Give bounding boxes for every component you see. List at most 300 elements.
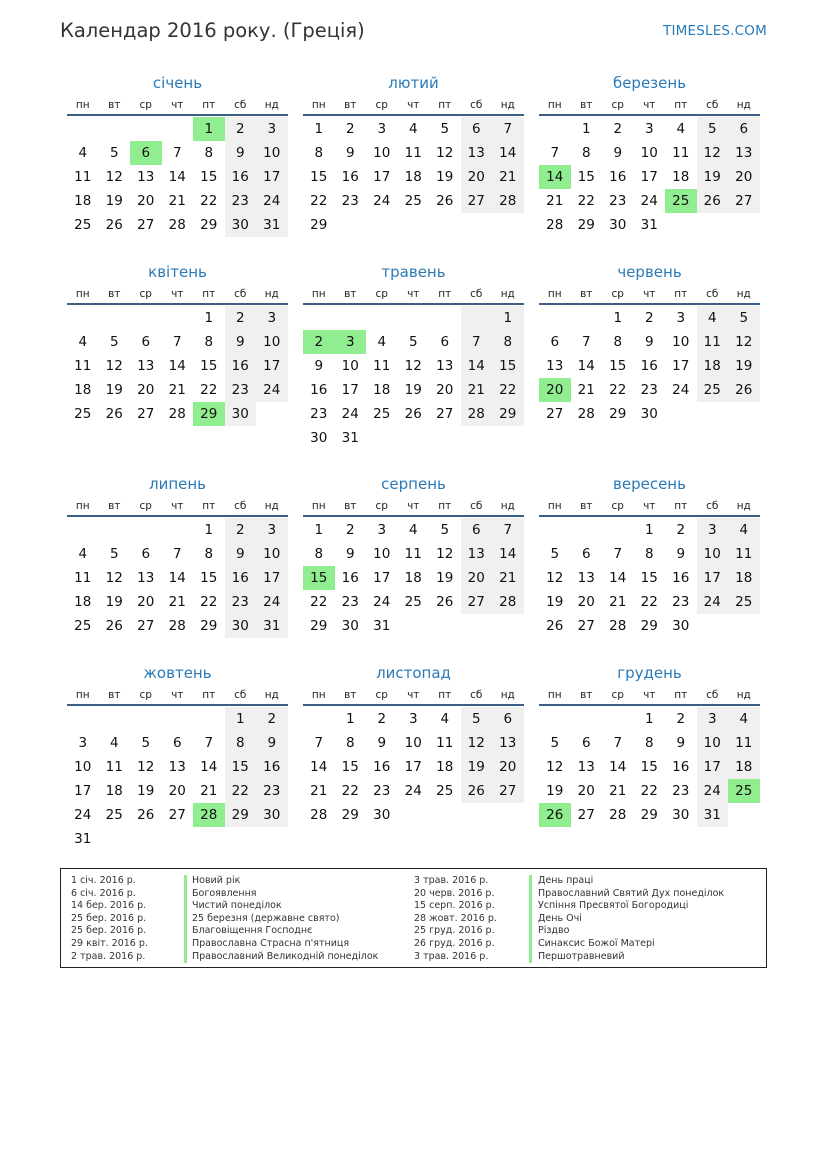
day-cell: 23 (341, 593, 359, 610)
day-cell: 4 (78, 144, 88, 161)
day-cell: 15 (200, 168, 218, 185)
weekday-label: вт (108, 99, 121, 111)
day-cell: 26 (105, 216, 123, 233)
legend-date: 29 квіт. 2016 р. (71, 937, 148, 949)
month-block (539, 471, 760, 638)
day-cell: 11 (672, 144, 690, 161)
day-cell: 19 (105, 593, 123, 610)
day-cell: 27 (728, 189, 760, 213)
day-cell: 4 (408, 521, 418, 538)
day-cell: 7 (172, 144, 182, 161)
day-cell: 8 (314, 144, 324, 161)
day-grid (303, 707, 524, 827)
day-cell: 9 (613, 144, 623, 161)
weekday-label: чт (643, 288, 656, 300)
weekday-header (539, 285, 760, 303)
empty-day-cell (130, 518, 162, 542)
month-block (539, 70, 760, 237)
day-cell: 28 (461, 402, 493, 426)
day-cell: 20 (492, 755, 524, 779)
day-cell: 1 (204, 521, 214, 538)
day-cell: 9 (377, 734, 387, 751)
weekday-label: сб (706, 288, 719, 300)
weekday-label: чт (407, 288, 420, 300)
day-cell: 17 (74, 782, 92, 799)
empty-day-cell (67, 117, 99, 141)
day-cell: 20 (137, 192, 155, 209)
month-block (303, 471, 524, 638)
day-cell: 12 (436, 144, 454, 161)
empty-day-cell (398, 306, 430, 330)
weekday-header (67, 285, 288, 303)
holiday-legend (60, 868, 767, 968)
day-cell: 1 (314, 521, 324, 538)
day-cell: 21 (546, 192, 564, 209)
day-cell: 13 (436, 357, 454, 374)
day-cell: 7 (492, 117, 524, 141)
day-cell: 18 (404, 168, 422, 185)
day-cell: 13 (137, 569, 155, 586)
day-cell: 5 (408, 333, 418, 350)
day-cell: 20 (137, 593, 155, 610)
legend-date: 25 бер. 2016 р. (71, 925, 147, 937)
month-block (303, 70, 524, 237)
weekday-label: пт (202, 99, 216, 111)
day-cell: 22 (225, 779, 257, 803)
day-cell: 18 (436, 758, 454, 775)
day-cell: 5 (109, 144, 119, 161)
day-cell: 24 (404, 782, 422, 799)
weekday-label: пн (311, 500, 326, 512)
day-cell: 5 (141, 734, 151, 751)
weekday-label: вт (344, 99, 357, 111)
day-cell: 7 (550, 144, 560, 161)
holiday-day-cell: 3 (335, 330, 367, 354)
weekday-label: вт (108, 689, 121, 701)
weekday-label: сб (234, 500, 247, 512)
day-cell: 7 (314, 734, 324, 751)
day-cell: 18 (697, 354, 729, 378)
empty-day-cell (162, 306, 194, 330)
weekday-label: пн (547, 500, 562, 512)
day-cell: 17 (697, 755, 729, 779)
day-cell: 28 (577, 405, 595, 422)
day-cell: 29 (310, 617, 328, 634)
day-cell: 17 (697, 566, 729, 590)
day-cell: 21 (200, 782, 218, 799)
day-cell: 14 (577, 357, 595, 374)
day-cell: 23 (609, 192, 627, 209)
day-cell: 22 (640, 782, 658, 799)
day-cell: 2 (345, 120, 355, 137)
day-cell: 25 (74, 216, 92, 233)
day-cell: 25 (436, 782, 454, 799)
day-cell: 10 (256, 141, 288, 165)
empty-day-cell (366, 306, 398, 330)
month-block (67, 259, 288, 426)
day-cell: 30 (225, 402, 257, 426)
header-divider (67, 303, 288, 305)
header-divider (539, 114, 760, 116)
day-cell: 24 (640, 192, 658, 209)
day-cell: 10 (74, 758, 92, 775)
day-cell: 2 (613, 120, 623, 137)
day-cell: 7 (613, 545, 623, 562)
day-cell: 7 (172, 545, 182, 562)
day-cell: 25 (728, 590, 760, 614)
day-cell: 10 (697, 731, 729, 755)
day-cell: 24 (697, 779, 729, 803)
day-cell: 2 (225, 518, 257, 542)
empty-day-cell (67, 306, 99, 330)
day-cell: 30 (640, 405, 658, 422)
day-cell: 9 (676, 545, 686, 562)
weekday-label: сб (706, 689, 719, 701)
weekday-header (539, 686, 760, 704)
weekday-label: пн (75, 288, 90, 300)
weekday-label: ср (611, 500, 624, 512)
weekday-label: ср (139, 99, 152, 111)
legend-holiday-name: Першотравневий (538, 950, 625, 962)
day-cell: 14 (200, 758, 218, 775)
day-cell: 3 (644, 120, 654, 137)
day-cell: 30 (225, 213, 257, 237)
weekday-label: пн (547, 99, 562, 111)
day-cell: 26 (404, 405, 422, 422)
day-cell: 27 (492, 779, 524, 803)
day-cell: 15 (310, 168, 328, 185)
day-cell: 27 (436, 405, 454, 422)
day-cell: 9 (225, 542, 257, 566)
weekday-label: нд (736, 288, 751, 300)
day-grid (67, 117, 288, 237)
empty-day-cell (571, 707, 603, 731)
day-cell: 1 (644, 521, 654, 538)
day-cell: 27 (577, 806, 595, 823)
header-divider (539, 303, 760, 305)
day-cell: 29 (577, 216, 595, 233)
day-cell: 3 (256, 306, 288, 330)
header-divider (67, 114, 288, 116)
day-cell: 29 (640, 617, 658, 634)
day-cell: 14 (168, 168, 186, 185)
day-cell: 21 (492, 165, 524, 189)
day-cell: 30 (609, 216, 627, 233)
day-cell: 6 (581, 545, 591, 562)
day-cell: 4 (440, 710, 450, 727)
day-cell: 11 (436, 734, 454, 751)
day-cell: 10 (373, 545, 391, 562)
legend-date: 3 трав. 2016 р. (414, 875, 489, 886)
day-cell: 19 (404, 381, 422, 398)
day-cell: 21 (168, 381, 186, 398)
holiday-day-cell: 28 (193, 803, 225, 827)
day-cell: 24 (341, 405, 359, 422)
day-cell: 27 (577, 617, 595, 634)
empty-day-cell (67, 707, 99, 731)
day-cell: 17 (404, 758, 422, 775)
day-cell: 12 (137, 758, 155, 775)
day-cell: 27 (546, 405, 564, 422)
month-block (67, 70, 288, 237)
legend-holiday-name: Православна Страсна п'ятниця (192, 937, 350, 949)
empty-day-cell (539, 707, 571, 731)
month-name: грудень (617, 664, 682, 682)
day-cell: 23 (373, 782, 391, 799)
weekday-label: вт (580, 500, 593, 512)
day-cell: 20 (168, 782, 186, 799)
day-cell: 12 (105, 569, 123, 586)
day-cell: 6 (141, 545, 151, 562)
day-cell: 23 (640, 381, 658, 398)
day-cell: 3 (78, 734, 88, 751)
day-cell: 10 (341, 357, 359, 374)
weekday-header (303, 96, 524, 114)
day-cell: 4 (408, 120, 418, 137)
month-name: жовтень (143, 664, 212, 682)
day-cell: 23 (341, 192, 359, 209)
header-divider (539, 515, 760, 517)
weekday-header (303, 497, 524, 515)
weekday-label: нд (264, 500, 279, 512)
day-cell: 16 (256, 755, 288, 779)
weekday-header (67, 497, 288, 515)
weekday-label: ср (139, 500, 152, 512)
day-cell: 28 (168, 216, 186, 233)
day-cell: 17 (672, 357, 690, 374)
holiday-day-cell: 6 (130, 141, 162, 165)
month-name: червень (617, 263, 682, 281)
weekday-label: ср (375, 500, 388, 512)
weekday-label: пн (311, 288, 326, 300)
weekday-label: пн (75, 99, 90, 111)
holiday-day-cell: 26 (539, 803, 571, 827)
empty-day-cell (99, 518, 131, 542)
month-name: листопад (376, 664, 451, 682)
day-cell: 26 (105, 405, 123, 422)
day-cell: 14 (609, 758, 627, 775)
day-cell: 13 (137, 357, 155, 374)
day-cell: 8 (204, 545, 214, 562)
site-link[interactable]: TIMESLES.COM (663, 23, 767, 39)
weekday-label: вт (108, 288, 121, 300)
day-cell: 3 (408, 710, 418, 727)
day-cell: 5 (728, 306, 760, 330)
day-cell: 3 (697, 707, 729, 731)
header-divider (303, 515, 524, 517)
weekday-label: чт (407, 500, 420, 512)
weekday-label: пн (547, 689, 562, 701)
day-cell: 11 (74, 168, 92, 185)
day-cell: 15 (225, 755, 257, 779)
month-name: березень (612, 74, 687, 92)
day-cell: 24 (256, 378, 288, 402)
empty-day-cell (130, 117, 162, 141)
day-cell: 31 (256, 614, 288, 638)
day-cell: 22 (310, 192, 328, 209)
legend-date: 15 серп. 2016 р. (414, 900, 495, 912)
day-cell: 31 (74, 830, 92, 847)
day-cell: 22 (200, 593, 218, 610)
empty-day-cell (162, 707, 194, 731)
weekday-label: пн (75, 500, 90, 512)
legend-holiday-name: Синаксис Божої Матері (538, 937, 655, 949)
day-cell: 13 (461, 542, 493, 566)
legend-date: 25 груд. 2016 р. (414, 925, 495, 937)
day-cell: 18 (728, 755, 760, 779)
weekday-label: пт (438, 288, 452, 300)
day-cell: 3 (676, 309, 686, 326)
day-cell: 6 (728, 117, 760, 141)
day-cell: 31 (341, 429, 359, 446)
day-cell: 28 (546, 216, 564, 233)
empty-day-cell (461, 306, 493, 330)
day-cell: 12 (461, 731, 493, 755)
weekday-label: ср (139, 288, 152, 300)
day-cell: 16 (373, 758, 391, 775)
weekday-label: сб (234, 99, 247, 111)
day-cell: 8 (613, 333, 623, 350)
day-cell: 12 (436, 545, 454, 562)
day-cell: 19 (105, 381, 123, 398)
day-grid (303, 518, 524, 638)
day-cell: 17 (256, 354, 288, 378)
day-cell: 30 (373, 806, 391, 823)
day-grid (303, 306, 524, 450)
day-cell: 6 (172, 734, 182, 751)
holiday-day-cell: 29 (193, 402, 225, 426)
weekday-label: вт (580, 689, 593, 701)
day-cell: 28 (310, 806, 328, 823)
day-cell: 27 (461, 590, 493, 614)
legend-date: 25 бер. 2016 р. (71, 912, 147, 924)
weekday-label: нд (736, 99, 751, 111)
legend-marker-left (184, 875, 187, 963)
day-cell: 7 (172, 333, 182, 350)
legend-date: 1 січ. 2016 р. (71, 875, 136, 886)
month-name: квітень (148, 263, 207, 281)
day-cell: 20 (461, 566, 493, 590)
day-cell: 9 (345, 545, 355, 562)
day-cell: 1 (225, 707, 257, 731)
day-cell: 16 (672, 758, 690, 775)
day-cell: 11 (404, 144, 422, 161)
day-cell: 10 (256, 330, 288, 354)
day-cell: 29 (609, 405, 627, 422)
day-cell: 26 (546, 617, 564, 634)
header-divider (67, 515, 288, 517)
month-name: липень (148, 475, 207, 493)
weekday-label: ср (375, 99, 388, 111)
weekday-label: пт (674, 288, 688, 300)
weekday-label: сб (234, 689, 247, 701)
day-cell: 21 (168, 192, 186, 209)
weekday-label: нд (264, 99, 279, 111)
empty-day-cell (539, 117, 571, 141)
day-cell: 1 (345, 710, 355, 727)
weekday-label: ср (139, 689, 152, 701)
day-cell: 27 (168, 806, 186, 823)
day-cell: 12 (404, 357, 422, 374)
weekday-label: вт (344, 500, 357, 512)
weekday-label: чт (171, 99, 184, 111)
weekday-label: пт (674, 99, 688, 111)
month-block (539, 259, 760, 426)
day-cell: 20 (577, 782, 595, 799)
day-cell: 19 (697, 165, 729, 189)
day-cell: 5 (461, 707, 493, 731)
header-divider (539, 704, 760, 706)
day-grid (539, 117, 760, 237)
weekday-label: сб (470, 288, 483, 300)
day-cell: 23 (672, 782, 690, 799)
day-cell: 5 (109, 545, 119, 562)
day-cell: 21 (577, 381, 595, 398)
weekday-label: ср (375, 288, 388, 300)
weekday-label: ср (375, 689, 388, 701)
day-cell: 27 (137, 216, 155, 233)
day-cell: 10 (373, 144, 391, 161)
day-cell: 11 (105, 758, 123, 775)
day-cell: 14 (492, 542, 524, 566)
day-cell: 29 (225, 803, 257, 827)
day-cell: 27 (137, 617, 155, 634)
day-cell: 5 (440, 521, 450, 538)
day-cell: 18 (404, 569, 422, 586)
weekday-label: нд (264, 288, 279, 300)
weekday-label: пт (202, 288, 216, 300)
header-divider (303, 114, 524, 116)
legend-date: 2 трав. 2016 р. (71, 950, 146, 962)
legend-holiday-name: Православний Святий Дух понеділок (538, 887, 725, 899)
day-cell: 26 (105, 617, 123, 634)
day-cell: 13 (492, 731, 524, 755)
day-cell: 28 (168, 405, 186, 422)
day-cell: 10 (404, 734, 422, 751)
day-cell: 30 (672, 617, 690, 634)
empty-day-cell (99, 117, 131, 141)
day-cell: 16 (341, 569, 359, 586)
day-cell: 5 (550, 545, 560, 562)
day-cell: 20 (461, 165, 493, 189)
day-cell: 8 (492, 330, 524, 354)
weekday-label: сб (470, 500, 483, 512)
empty-day-cell (539, 518, 571, 542)
day-cell: 2 (676, 710, 686, 727)
day-cell: 19 (137, 782, 155, 799)
empty-day-cell (67, 518, 99, 542)
day-cell: 7 (204, 734, 214, 751)
day-cell: 18 (74, 381, 92, 398)
day-cell: 1 (644, 710, 654, 727)
weekday-label: вт (580, 288, 593, 300)
holiday-day-cell: 2 (303, 330, 335, 354)
header-divider (303, 303, 524, 305)
day-cell: 18 (74, 192, 92, 209)
day-cell: 4 (728, 707, 760, 731)
weekday-header (67, 686, 288, 704)
day-cell: 25 (697, 378, 729, 402)
weekday-label: ср (611, 689, 624, 701)
day-cell: 2 (256, 707, 288, 731)
day-cell: 31 (697, 803, 729, 827)
weekday-label: чт (171, 288, 184, 300)
weekday-label: нд (500, 689, 515, 701)
weekday-label: пт (202, 500, 216, 512)
day-cell: 15 (341, 758, 359, 775)
day-cell: 29 (310, 216, 328, 233)
legend-marker-right (529, 875, 532, 963)
